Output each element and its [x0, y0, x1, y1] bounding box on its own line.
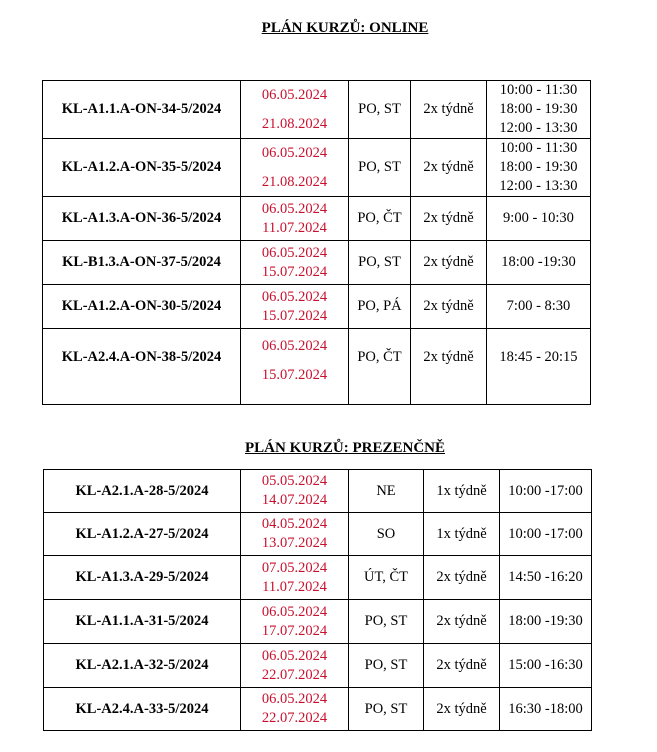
- start-date: 06.05.2024: [261, 86, 328, 103]
- course-dates: [241, 241, 349, 285]
- table-row: [43, 329, 591, 405]
- course-code: KL-A1.2.A-ON-35-5/2024: [43, 139, 241, 197]
- course-frequency: 2x týdně: [411, 81, 487, 139]
- course-code: KL-A2.1.A-28-5/2024: [44, 470, 241, 513]
- course-code: KL-A1.2.A-27-5/2024: [44, 513, 241, 556]
- start-date: 06.05.2024: [261, 200, 328, 217]
- course-code: KL-A2.4.A-ON-38-5/2024: [43, 329, 241, 405]
- course-times: [487, 329, 591, 405]
- course-frequency: 2x týdně: [424, 600, 500, 644]
- course-dates: [241, 644, 349, 688]
- start-date: 06.05.2024: [261, 691, 328, 707]
- course-days: PO, ST: [349, 600, 424, 644]
- course-dates: [241, 600, 349, 644]
- table-row: [43, 197, 591, 241]
- course-frequency: 1x týdně: [424, 513, 500, 556]
- course-dates: [241, 285, 349, 329]
- end-date: 11.07.2024: [262, 578, 327, 595]
- start-date: 06.05.2024: [261, 288, 328, 305]
- course-times: [487, 197, 591, 241]
- course-frequency: 1x týdně: [424, 470, 500, 513]
- table-row: [44, 644, 592, 688]
- course-frequency: 2x týdně: [424, 688, 500, 731]
- end-date: 21.08.2024: [261, 115, 328, 132]
- end-date: 17.07.2024: [261, 622, 328, 639]
- course-times: [487, 81, 591, 139]
- course-days: PO, ST: [349, 688, 424, 731]
- course-frequency: 2x týdně: [411, 329, 487, 405]
- course-days: SO: [349, 513, 424, 556]
- course-time: 16:30 -18:00: [500, 688, 592, 731]
- table-row: [44, 688, 592, 731]
- start-date: 06.05.2024: [261, 647, 328, 664]
- course-days: PO, ST: [349, 644, 424, 688]
- course-days: NE: [349, 470, 424, 513]
- end-date: 22.07.2024: [261, 666, 328, 683]
- table-row: [43, 81, 591, 139]
- end-date: 22.07.2024: [261, 710, 328, 726]
- start-date: 05.05.2024: [261, 473, 328, 489]
- table-row: [44, 600, 592, 644]
- course-days: PO, ST: [349, 241, 411, 285]
- course-code: KL-A2.1.A-32-5/2024: [44, 644, 241, 688]
- start-date: 07.05.2024: [261, 559, 328, 576]
- time-slot: 18:00 - 19:30: [499, 101, 578, 117]
- course-code: KL-A1.1.A-31-5/2024: [44, 600, 241, 644]
- table-row: [43, 241, 591, 285]
- course-dates: [241, 688, 349, 731]
- course-days: PO, ST: [349, 81, 411, 139]
- course-dates: [241, 470, 349, 513]
- course-frequency: 2x týdně: [411, 285, 487, 329]
- course-time: 10:00 -17:00: [500, 513, 592, 556]
- online-plan-title: PLÁN KURZŮ: ONLINE: [261, 20, 429, 36]
- end-date: 15.07.2024: [261, 307, 328, 324]
- course-times: [487, 139, 591, 197]
- course-code: KL-A1.2.A-ON-30-5/2024: [43, 285, 241, 329]
- course-time: 14:50 -16:20: [500, 556, 592, 600]
- course-code: KL-A1.3.A-ON-36-5/2024: [43, 197, 241, 241]
- end-date: 15.07.2024: [261, 263, 328, 280]
- course-days: PO, ČT: [349, 329, 411, 405]
- course-dates: [241, 556, 349, 600]
- start-date: 06.05.2024: [261, 338, 328, 354]
- table-row: [44, 470, 592, 513]
- end-date: 15.07.2024: [261, 367, 328, 383]
- course-time: 18:00 -19:30: [500, 600, 592, 644]
- course-frequency: 2x týdně: [424, 644, 500, 688]
- start-date: 06.05.2024: [261, 603, 328, 620]
- table-row: [43, 139, 591, 197]
- time-slot: 18:45 - 20:15: [499, 349, 578, 365]
- course-dates: [241, 139, 349, 197]
- course-dates: [241, 197, 349, 241]
- table-row: [44, 513, 592, 556]
- course-days: PO, ČT: [349, 197, 411, 241]
- course-code: KL-A1.1.A-ON-34-5/2024: [43, 81, 241, 139]
- time-slot: 12:00 - 13:30: [499, 178, 578, 194]
- start-date: 06.05.2024: [261, 144, 328, 161]
- end-date: 14.07.2024: [261, 492, 328, 508]
- presence-courses-table: [43, 469, 592, 731]
- time-slot: 10:00 - 11:30: [499, 140, 578, 156]
- table-row: [44, 556, 592, 600]
- course-dates: [241, 81, 349, 139]
- course-days: PO, ST: [349, 139, 411, 197]
- time-slot: 10:00 - 11:30: [499, 82, 578, 98]
- time-slot: 7:00 - 8:30: [506, 298, 571, 314]
- course-frequency: 2x týdně: [411, 197, 487, 241]
- course-code: KL-A1.3.A-29-5/2024: [44, 556, 241, 600]
- end-date: 11.07.2024: [262, 219, 327, 236]
- end-date: 13.07.2024: [261, 535, 328, 551]
- course-dates: [241, 513, 349, 556]
- course-dates: [241, 329, 349, 405]
- end-date: 21.08.2024: [261, 173, 328, 190]
- start-date: 06.05.2024: [261, 244, 328, 261]
- course-days: ÚT, ČT: [349, 556, 424, 600]
- course-time: 10:00 -17:00: [500, 470, 592, 513]
- course-frequency: 2x týdně: [424, 556, 500, 600]
- course-days: PO, PÁ: [349, 285, 411, 329]
- course-frequency: 2x týdně: [411, 241, 487, 285]
- course-time: 15:00 -16:30: [500, 644, 592, 688]
- course-code: KL-B1.3.A-ON-37-5/2024: [43, 241, 241, 285]
- online-courses-table: [42, 80, 591, 405]
- time-slot: 12:00 - 13:30: [499, 120, 578, 136]
- table-row: [43, 285, 591, 329]
- presence-plan-title: PLÁN KURZŮ: PREZENČNĚ: [244, 440, 445, 456]
- time-slot: 18:00 -19:30: [501, 254, 576, 270]
- course-frequency: 2x týdně: [411, 139, 487, 197]
- course-times: [487, 241, 591, 285]
- time-slot: 9:00 - 10:30: [503, 210, 574, 226]
- time-slot: 18:00 - 19:30: [499, 159, 578, 175]
- course-code: KL-A2.4.A-33-5/2024: [44, 688, 241, 731]
- start-date: 04.05.2024: [261, 516, 328, 532]
- course-times: [487, 285, 591, 329]
